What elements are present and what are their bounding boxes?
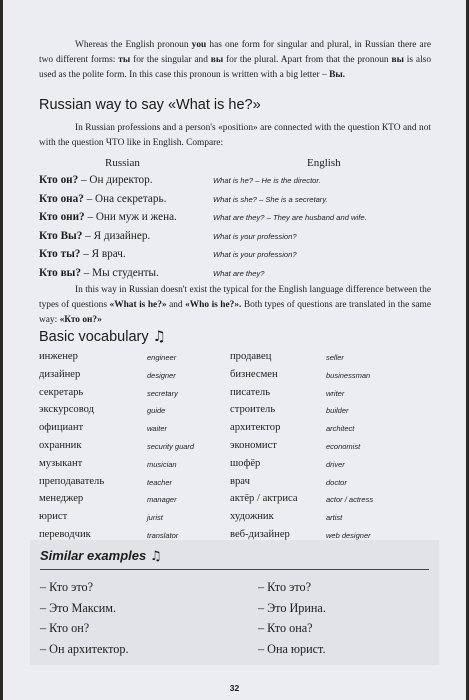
- example-line: – Кто это?: [40, 580, 94, 594]
- dialogue-russian: [39, 174, 153, 186]
- vocab-russian-word: преподаватель: [39, 475, 105, 487]
- vocab-english-word: economist: [326, 441, 361, 451]
- vocab-russian-word: дизайнер: [39, 368, 81, 380]
- vocabulary-table: [39, 351, 439, 547]
- vocab-row: [39, 404, 439, 422]
- textbook-page: [3, 0, 466, 700]
- column-heading-english: English: [307, 157, 341, 169]
- vocab-english-word: driver: [326, 459, 345, 469]
- vocab-english-word: web designer: [326, 530, 371, 540]
- vocab-english-word: seller: [326, 353, 344, 362]
- vocab-english-word: builder: [326, 406, 349, 416]
- vocab-russian-word: охранник: [39, 439, 82, 451]
- vocab-english-word: designer: [147, 370, 176, 380]
- vocab-row: [39, 476, 439, 494]
- similar-examples-heading: Similar examples ♫: [40, 548, 162, 564]
- vocab-row: [39, 493, 439, 511]
- music-note-icon[interactable]: ♫: [152, 329, 166, 345]
- vocab-english-word: teacher: [147, 477, 173, 487]
- dialogue-russian: [39, 230, 150, 242]
- vocab-russian-word: архитектор: [230, 422, 281, 434]
- vocab-english-word: secretary: [147, 388, 178, 398]
- vocab-russian-word: веб-дизайнер: [230, 528, 290, 540]
- vocab-russian-word: инженер: [39, 351, 78, 362]
- dialogue-answer: – Я врач.: [80, 248, 126, 260]
- dialogue-question: Кто Вы?: [39, 229, 83, 242]
- section1-conclusion-paragraph: In this way in Russian doesn't exist the typical for the English language difference between the types of questions «What is he?» and «Who is he?». Both types of questions are translated in the same way: «Кто он?»: [39, 285, 431, 325]
- dialogue-row: [39, 193, 439, 212]
- dialogue-russian: [39, 248, 126, 260]
- dialogue-answer: – Она секретарь.: [83, 192, 167, 205]
- vocab-row: [39, 369, 439, 387]
- similar-examples-right-column: [258, 580, 326, 662]
- vocab-russian-word: секретарь: [39, 386, 84, 398]
- example-line: – Кто это?: [258, 580, 312, 594]
- vocab-english-word: manager: [147, 495, 177, 505]
- example-line: – Он архитектор.: [40, 641, 129, 656]
- intro-paragraph: Whereas the English pronoun you has one form for singular and plural, in Russian there are two different forms: ты for the singular and вы for the plural. Apart from that the pronoun вы is also used as the polite form. In this case this pronoun is written with a big letter – Вы.: [39, 40, 432, 80]
- dialogue-row: [39, 248, 439, 267]
- vocab-row: [39, 458, 439, 476]
- vocab-row: [39, 440, 439, 458]
- dialogue-question: Кто вы?: [39, 266, 81, 279]
- similar-examples-left-column: [40, 580, 129, 662]
- vocab-russian-word: художник: [230, 511, 274, 523]
- vocab-russian-word: продавец: [230, 351, 272, 362]
- dialogue-question: Кто они?: [39, 211, 85, 223]
- section-heading-russian-way: Russian way to say «What is he?»: [39, 97, 261, 113]
- section1-paragraph: In Russian professions and a person's «position» are connected with the question КТО and not with the question ЧТО like in English. Compare:: [39, 123, 431, 148]
- vocab-english-word: writer: [326, 388, 345, 398]
- vocab-english-word: musician: [147, 459, 177, 469]
- heading-underline: [40, 569, 429, 570]
- dialogue-russian: [39, 267, 159, 279]
- dialogue-question: Кто ты?: [39, 248, 81, 260]
- vocab-english-word: waiter: [147, 424, 168, 434]
- section-heading-basic-vocabulary: Basic vocabulary ♫: [39, 329, 166, 345]
- vocab-row: [39, 511, 439, 529]
- vocab-russian-word: переводчик: [39, 528, 91, 540]
- dialogue-russian: [39, 211, 177, 223]
- dialogue-english: What is your profession?: [213, 250, 297, 259]
- dialogue-russian: [39, 193, 166, 205]
- vocab-russian-word: экскурсовод: [39, 404, 95, 416]
- dialogue-english: What is your profession?: [213, 231, 297, 241]
- vocab-english-word: actor / actress: [326, 495, 374, 505]
- example-line: – Кто она?: [258, 621, 313, 635]
- vocab-english-word: guide: [147, 406, 166, 416]
- dialogue-english: What is she? – She is a secretary.: [213, 194, 328, 204]
- vocab-english-word: artist: [326, 513, 343, 523]
- vocab-english-word: jurist: [147, 513, 163, 523]
- dialogue-row: [39, 230, 439, 249]
- music-note-icon[interactable]: ♫: [149, 549, 162, 564]
- comparison-dialogue-list: [39, 174, 439, 285]
- vocab-row: [39, 387, 439, 405]
- column-heading-russian: Russian: [105, 157, 140, 169]
- dialogue-english: What are they?: [213, 268, 265, 278]
- dialogue-english: What are they? – They are husband and wife.: [213, 213, 367, 222]
- vocab-english-word: doctor: [326, 477, 347, 487]
- dialogue-answer: – Мы студенты.: [80, 266, 159, 279]
- vocab-english-word: businessman: [326, 370, 371, 380]
- example-line: – Это Максим.: [40, 600, 117, 615]
- vocab-russian-word: строитель: [230, 404, 276, 416]
- dialogue-row: [39, 211, 439, 230]
- dialogue-answer: – Я дизайнер.: [82, 229, 151, 242]
- dialogue-question: Кто он?: [39, 174, 79, 186]
- similar-examples-box: [30, 540, 439, 665]
- dialogue-row: [39, 174, 439, 193]
- dialogue-answer: – Они муж и жена.: [84, 211, 177, 223]
- dialogue-english: What is he? – He is the director.: [213, 176, 321, 185]
- dialogue-answer: – Он директор.: [78, 174, 153, 186]
- vocab-english-word: translator: [147, 530, 179, 540]
- vocab-russian-word: юрист: [39, 511, 68, 523]
- example-line: – Она юрист.: [258, 641, 326, 656]
- vocab-english-word: architect: [326, 424, 355, 434]
- vocab-russian-word: шофёр: [230, 457, 261, 469]
- vocab-english-word: security guard: [147, 441, 195, 451]
- vocab-russian-word: музыкант: [39, 457, 83, 469]
- vocab-russian-word: писатель: [230, 386, 271, 398]
- page-number: 32: [229, 683, 240, 693]
- vocab-row: [39, 351, 439, 369]
- vocab-russian-word: бизнесмен: [230, 368, 278, 380]
- dialogue-question: Кто она?: [39, 192, 84, 205]
- vocab-russian-word: экономист: [230, 439, 277, 451]
- example-line: – Это Ирина.: [258, 600, 326, 615]
- vocab-english-word: engineer: [147, 353, 177, 362]
- vocab-russian-word: менеджер: [39, 493, 84, 505]
- vocab-russian-word: официант: [39, 422, 84, 434]
- vocab-russian-word: актёр / актриса: [230, 493, 298, 505]
- vocab-row: [39, 422, 439, 440]
- example-line: – Кто он?: [40, 621, 90, 635]
- vocab-russian-word: врач: [230, 475, 250, 487]
